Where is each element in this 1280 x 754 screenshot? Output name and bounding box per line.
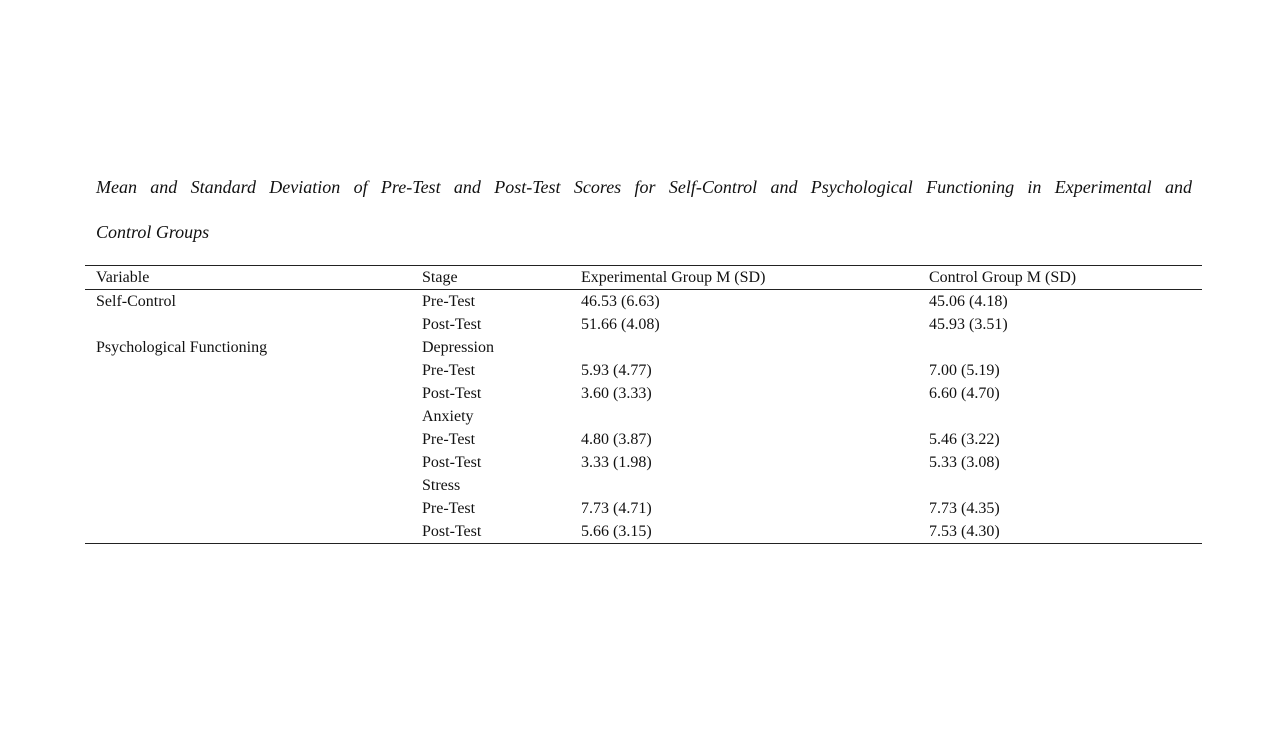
cell-experimental: 7.73 (4.71): [581, 500, 652, 517]
table-header: [85, 266, 1202, 290]
cell-experimental: 5.93 (4.77): [581, 362, 652, 379]
table-row: [85, 313, 1202, 336]
cell-experimental: [581, 336, 929, 359]
cell-control: 7.00 (5.19): [929, 362, 1000, 379]
header-variable: Variable: [96, 269, 150, 286]
cell-variable: Psychological Functioning: [96, 339, 268, 356]
cell-stage: Pre-Test: [422, 293, 476, 310]
cell-control: [929, 474, 1202, 497]
cell-control: 45.06 (4.18): [929, 293, 1008, 310]
cell-control: 7.53 (4.30): [929, 523, 1000, 540]
cell-experimental: 3.60 (3.33): [581, 385, 652, 402]
cell-variable: [85, 428, 422, 451]
table-row: [85, 497, 1202, 520]
cell-control: [929, 405, 1202, 428]
cell-variable: [85, 405, 422, 428]
table-row: [85, 405, 1202, 428]
cell-experimental: 51.66 (4.08): [581, 316, 660, 333]
cell-stage: Pre-Test: [422, 500, 476, 517]
cell-variable: Self-Control: [96, 293, 176, 310]
cell-experimental: 3.33 (1.98): [581, 454, 652, 471]
cell-stage: Post-Test: [422, 523, 482, 540]
cell-control: 7.73 (4.35): [929, 500, 1000, 517]
cell-variable: [85, 497, 422, 520]
cell-stage: Post-Test: [422, 316, 482, 333]
header-row: [85, 266, 1202, 290]
table-row: [85, 451, 1202, 474]
table-row: [85, 336, 1202, 359]
results-table: [85, 265, 1202, 544]
cell-variable: [85, 313, 422, 336]
table-row: [85, 382, 1202, 405]
table-row: [85, 474, 1202, 497]
cell-variable: [85, 474, 422, 497]
caption-line-1: Mean and Standard Deviation of Pre-Test and Post-Test Scores for Self-Control and Psychological Functioning in Experimental and: [96, 177, 1192, 197]
cell-stage: Post-Test: [422, 454, 482, 471]
cell-control: 6.60 (4.70): [929, 385, 1000, 402]
cell-stage: Pre-Test: [422, 431, 476, 448]
cell-variable: [85, 451, 422, 474]
cell-stage: Anxiety: [422, 408, 474, 425]
cell-stage: Post-Test: [422, 385, 482, 402]
cell-experimental: 4.80 (3.87): [581, 431, 652, 448]
results-table-container: [85, 265, 1202, 544]
header-experimental-group: Experimental Group M (SD): [581, 269, 766, 286]
cell-control: [929, 336, 1202, 359]
header-control-group: Control Group M (SD): [929, 269, 1077, 286]
cell-stage: Pre-Test: [422, 362, 476, 379]
caption-line-2: Control Groups: [96, 222, 210, 242]
table-row: [85, 428, 1202, 451]
cell-control: 5.46 (3.22): [929, 431, 1000, 448]
cell-control: 5.33 (3.08): [929, 454, 1000, 471]
cell-control: 45.93 (3.51): [929, 316, 1008, 333]
cell-stage: Depression: [422, 339, 494, 356]
header-stage: Stage: [422, 269, 458, 286]
table-row: [85, 520, 1202, 544]
cell-experimental: 5.66 (3.15): [581, 523, 652, 540]
cell-experimental: 46.53 (6.63): [581, 293, 660, 310]
cell-experimental: [581, 474, 929, 497]
table-body: [85, 290, 1202, 544]
cell-variable: [85, 382, 422, 405]
cell-stage: Stress: [422, 477, 461, 494]
table-row: [85, 290, 1202, 314]
cell-variable: [85, 359, 422, 382]
table-caption: [96, 165, 1192, 255]
cell-variable: [85, 520, 422, 544]
table-row: [85, 359, 1202, 382]
cell-experimental: [581, 405, 929, 428]
